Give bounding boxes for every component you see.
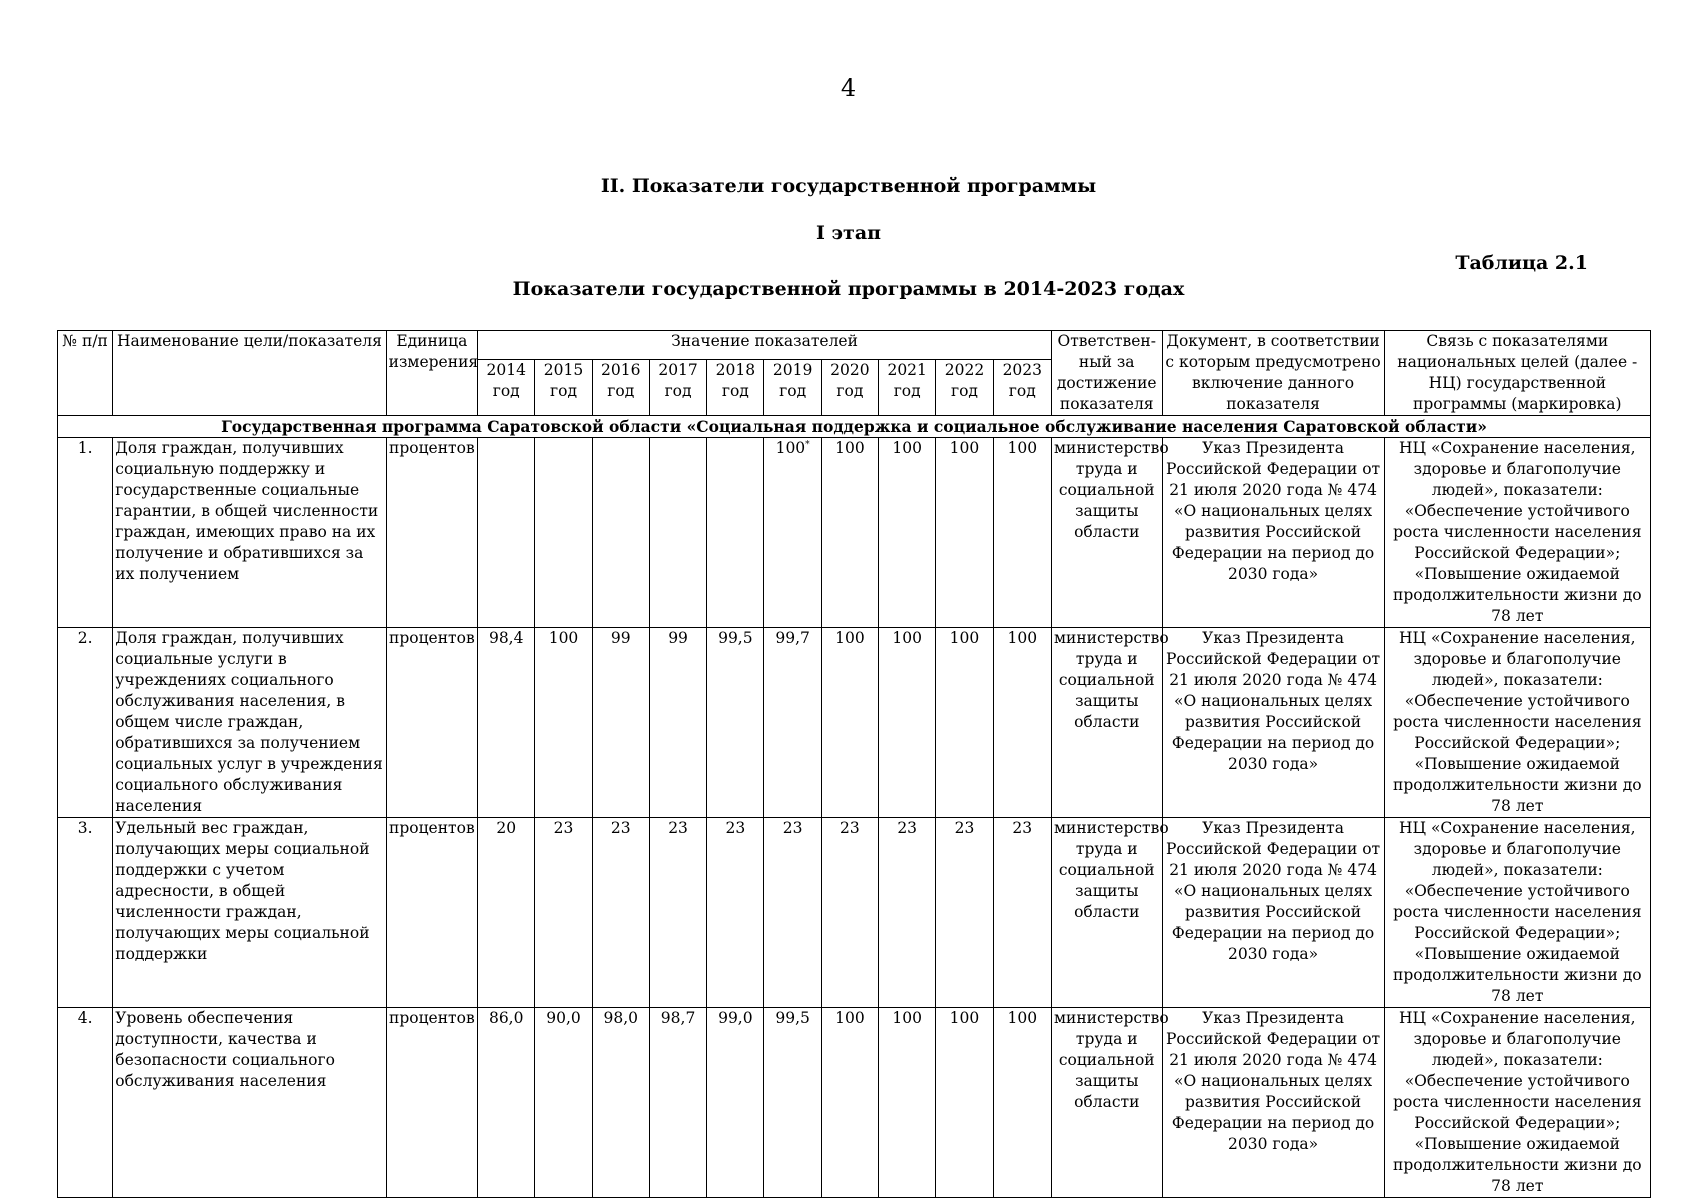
row-unit: процентов xyxy=(386,1008,477,1198)
header-year: 2018 год xyxy=(707,359,764,415)
header-year: 2022 год xyxy=(936,359,993,415)
row-value: 99 xyxy=(592,628,649,818)
row-value: 90,0 xyxy=(535,1008,592,1198)
row-value: 100 xyxy=(821,628,878,818)
row-value: 23 xyxy=(592,818,649,1008)
row-value: 100 xyxy=(936,438,993,628)
row-document: Указ Президента Российской Федерации от 21 июля 2020 года № 474 «О национальных целях развития Российской Федерации на период до 2030 года» xyxy=(1162,1008,1384,1198)
row-value xyxy=(707,438,764,628)
row-value: 23 xyxy=(535,818,592,1008)
row-name: Удельный вес граждан, получающих меры социальной поддержки с учетом адресности, в общей численности граждан, получающих меры социальной поддержки xyxy=(113,818,386,1008)
row-value: 23 xyxy=(764,818,821,1008)
row-link: НЦ «Сохранение населения, здоровье и благополучие людей», показатели: «Обеспечение устойчивого роста численности населения Российской Федерации»; «Повышение ожидаемой продолжительности жизни до 78 лет xyxy=(1384,1008,1650,1198)
row-value xyxy=(478,438,535,628)
row-value: 20 xyxy=(478,818,535,1008)
table-row xyxy=(58,1008,1651,1198)
header-year: 2023 год xyxy=(993,359,1051,415)
row-value: 100 xyxy=(936,628,993,818)
row-value: 98,7 xyxy=(649,1008,706,1198)
row-value: 23 xyxy=(936,818,993,1008)
row-document: Указ Президента Российской Федерации от 21 июля 2020 года № 474 «О национальных целях развития Российской Федерации на период до 2030 года» xyxy=(1162,818,1384,1008)
row-value: 100 xyxy=(879,438,936,628)
row-num: 3. xyxy=(58,818,113,1008)
row-value: 100 xyxy=(993,628,1051,818)
stage-title: I этап xyxy=(815,222,882,244)
header-year: 2014 год xyxy=(478,359,535,415)
row-value: 99,0 xyxy=(707,1008,764,1198)
header-unit: Единица измерения xyxy=(386,331,477,416)
row-value xyxy=(592,438,649,628)
table-row xyxy=(58,818,1651,1008)
header-year: 2016 год xyxy=(592,359,649,415)
row-link: НЦ «Сохранение населения, здоровье и благополучие людей», показатели: «Обеспечение устойчивого роста численности населения Российской Федерации»; «Повышение ожидаемой продолжительности жизни до 78 лет xyxy=(1384,438,1650,628)
table-title: Показатели государственной программы в 2014-2023 годах xyxy=(512,278,1185,300)
row-num: 4. xyxy=(58,1008,113,1198)
footnote-mark: * xyxy=(805,439,810,450)
section-title: II. Показатели государственной программы xyxy=(600,175,1097,197)
row-responsible: министерство труда и социальной защиты области xyxy=(1051,438,1162,628)
row-responsible: министерство труда и социальной защиты области xyxy=(1051,818,1162,1008)
header-row-1 xyxy=(58,331,1651,360)
row-value: 99 xyxy=(649,628,706,818)
row-document: Указ Президента Российской Федерации от 21 июля 2020 года № 474 «О национальных целях развития Российской Федерации на период до 2030 года» xyxy=(1162,438,1384,628)
row-value: 100 xyxy=(535,628,592,818)
program-row xyxy=(58,416,1651,438)
header-year: 2019 год xyxy=(764,359,821,415)
row-responsible: министерство труда и социальной защиты области xyxy=(1051,628,1162,818)
header-year: 2017 год xyxy=(649,359,706,415)
row-name: Доля граждан, получивших социальные услуги в учреждениях социального обслуживания населения, в общем числе граждан, обратившихся за получением социальных услуг в учреждения социального обслуживания населения xyxy=(113,628,386,818)
row-value: 98,4 xyxy=(478,628,535,818)
row-value: 100 xyxy=(821,1008,878,1198)
row-value: 100 xyxy=(775,439,806,457)
row-value xyxy=(535,438,592,628)
header-values-group: Значение показателей xyxy=(478,331,1052,360)
header-year: 2020 год xyxy=(821,359,878,415)
row-value: 100 xyxy=(936,1008,993,1198)
header-document: Документ, в соответствии с которым предусмотрено включение данного показателя xyxy=(1162,331,1384,416)
row-value: 99,5 xyxy=(764,1008,821,1198)
table-label: Таблица 2.1 xyxy=(1455,252,1588,274)
row-value: 23 xyxy=(993,818,1051,1008)
row-responsible: министерство труда и социальной защиты области xyxy=(1051,1008,1162,1198)
row-unit: процентов xyxy=(386,438,477,628)
table-row xyxy=(58,628,1651,818)
row-value: 100 xyxy=(993,1008,1051,1198)
header-num: № п/п xyxy=(58,331,113,416)
header-name: Наименование цели/показателя xyxy=(113,331,386,416)
row-name: Уровень обеспечения доступности, качества и безопасности социального обслуживания населения xyxy=(113,1008,386,1198)
row-num: 1. xyxy=(58,438,113,628)
row-value xyxy=(649,438,706,628)
row-num: 2. xyxy=(58,628,113,818)
row-value: 100 xyxy=(993,438,1051,628)
row-name: Доля граждан, получивших социальную поддержку и государственные социальные гарантии, в общей численности граждан, имеющих право на их получение и обратившихся за их получением xyxy=(113,438,386,628)
header-year: 2021 год xyxy=(879,359,936,415)
row-link: НЦ «Сохранение населения, здоровье и благополучие людей», показатели: «Обеспечение устойчивого роста численности населения Российской Федерации»; «Повышение ожидаемой продолжительности жизни до 78 лет xyxy=(1384,628,1650,818)
row-value: 23 xyxy=(707,818,764,1008)
row-value: 99,5 xyxy=(707,628,764,818)
table-row xyxy=(58,438,1651,628)
row-value: 98,0 xyxy=(592,1008,649,1198)
header-link: Связь с показателями национальных целей (далее - НЦ) государственной программы (маркировка) xyxy=(1384,331,1650,416)
row-value: 100 xyxy=(879,628,936,818)
row-value-with-footnote xyxy=(764,438,821,628)
header-year: 2015 год xyxy=(535,359,592,415)
row-value: 23 xyxy=(821,818,878,1008)
row-value: 23 xyxy=(879,818,936,1008)
program-name: Государственная программа Саратовской области «Социальная поддержка и социальное обслуживание населения Саратовской области» xyxy=(58,416,1651,438)
row-value: 23 xyxy=(649,818,706,1008)
page-number: 4 xyxy=(840,74,857,102)
row-value: 86,0 xyxy=(478,1008,535,1198)
row-link: НЦ «Сохранение населения, здоровье и благополучие людей», показатели: «Обеспечение устойчивого роста численности населения Российской Федерации»; «Повышение ожидаемой продолжительности жизни до 78 лет xyxy=(1384,818,1650,1008)
row-document: Указ Президента Российской Федерации от 21 июля 2020 года № 474 «О национальных целях развития Российской Федерации на период до 2030 года» xyxy=(1162,628,1384,818)
indicators-table xyxy=(57,330,1651,1198)
row-value: 100 xyxy=(879,1008,936,1198)
row-unit: процентов xyxy=(386,628,477,818)
row-unit: процентов xyxy=(386,818,477,1008)
row-value: 99,7 xyxy=(764,628,821,818)
header-responsible: Ответствен-ный за достижение показателя xyxy=(1051,331,1162,416)
row-value: 100 xyxy=(821,438,878,628)
